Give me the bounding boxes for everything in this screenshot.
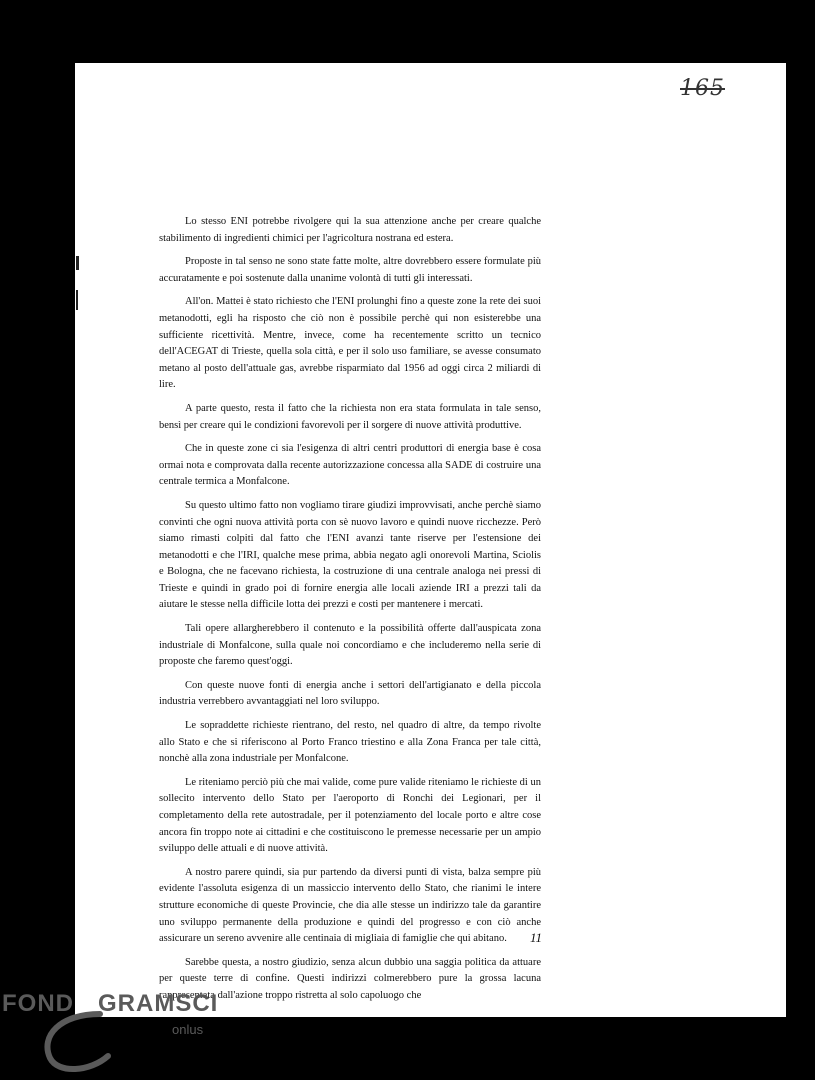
- watermark-onlus: onlus: [172, 1022, 204, 1037]
- paragraph: All'on. Mattei è stato richiesto che l'ENI prolunghi fino a queste zone la rete dei suoi metanodotti, egli ha risposto che ciò non è possibile perchè qui non esisterebbe una sufficiente ricettività. Mentre, invece, come ha recentemente scritto un tecnico dell'ACEGAT di Trieste, quella sola città, e per il solo uso familiare, se avesse consumato metano al posto dell'attuale gas, avrebbe risparmiato dal 1956 ad oggi circa 2 miliardi di lire.: [159, 296, 541, 391]
- paragraph: Con queste nuove fonti di energia anche i settori dell'artigianato e della piccola industria verrebbero avvantaggiati nel loro sviluppo.: [159, 679, 541, 708]
- paragraph: Lo stesso ENI potrebbe rivolgere qui la sua attenzione anche per creare qualche stabilimento di ingredienti chimici per l'agricoltura nostrana ed estera.: [159, 216, 541, 244]
- watermark-gramsci: GRAMSCI: [98, 990, 219, 1017]
- handwritten-page-number: 165: [680, 76, 725, 101]
- page-number: 11: [530, 930, 543, 945]
- paragraph: A nostro parere quindi, sia pur partendo da diversi punti di vista, balza sempre più evidente l'assoluta esigenza di un massiccio intervento dello Stato, che rianimi le intere strutture economiche di queste Provincie, che dia alle stesse un indirizzo tale da garantire uno sviluppo permanente della produzione e quindi del progresso e con ciò anche assicurare un sereno avvenire alle centinaia di migliaia di famiglie che qui abitano.: [159, 866, 541, 945]
- paragraph: Che in queste zone ci sia l'esigenza di altri centri produttori di energia base è cosa ormai nota e comprovata dalla recente autorizzazione concessa alla SADE di costruire una centrale termica a Monfalcone.: [159, 443, 541, 488]
- watermark-logo: [0, 986, 260, 1080]
- paragraph: Su questo ultimo fatto non vogliamo tirare giudizi improvvisati, anche perchè siamo convinti che ogni nuova attività porta con sè nuovo lavoro e quindi nuove ricchezze. Però siamo rimasti colpiti dal fatto che l'ENI avanzi tante riserve per l'estensione dei metanodotti e che l'IRI, qualche mese prima, abbia negato agli onorevoli Martina, Sciolis e Bologna, che ne facevano richiesta, la costruzione di una centrale analoga nei pressi di Trieste e quindi in grado poi di fornire energia alle locali aziende IRI a prezzi tali da aiutare le stesse nella difficile lotta dei prezzi e costi per mantenere i mercati.: [159, 499, 541, 611]
- paragraph: Le riteniamo perciò più che mai valide, come pure valide riteniamo le richieste di un sollecito intervento dello Stato per l'aeroporto di Ronchi dei Legionari, per il completamento della rete autostradale, per il potenziamento del locale porto e altre cose ancora fin troppo note ai cittadini e che costituiscono le premesse necessarie per un ampio sviluppo delle attuali e di nuove attività.: [159, 776, 541, 855]
- watermark-fond: FOND: [2, 990, 74, 1017]
- paragraph: Sarebbe questa, a nostro giudizio, senza alcun dubbio una saggia politica da attuare per queste terre di confine. Questi indirizzi colmerebbero pure la grossa lacuna rappresentata dall'azione troppo ristretta al solo capoluogo che: [159, 956, 541, 1001]
- margin-mark: [76, 290, 78, 310]
- body-text: [159, 214, 541, 1012]
- paragraph: Le sopraddette richieste rientrano, del resto, nel quadro di altre, da tempo rivolte allo Stato e che si riferiscono al Porto Franco triestino e alla Zona Franca per tale città, nonchè alla zona industriale per Monfalcone.: [159, 720, 541, 765]
- paragraph: A parte questo, resta il fatto che la richiesta non era stata formulata in tale senso, bensì per creare qui le condizioni favorevoli per il sorgere di nuove attività produttive.: [159, 402, 541, 431]
- paragraph: Proposte in tal senso ne sono state fatte molte, altre dovrebbero essere formulate più accuratamente e poi sostenute dalla unanime volontà di tutti gli interessati.: [159, 256, 541, 284]
- paragraph: Tali opere allargherebbero il contenuto e la possibilità offerte dall'auspicata zona industriale di Monfalcone, sulla quale noi concordiamo e che includeremo nella serie di proposte che faremo quest'oggi.: [159, 623, 541, 668]
- margin-mark: [76, 256, 79, 270]
